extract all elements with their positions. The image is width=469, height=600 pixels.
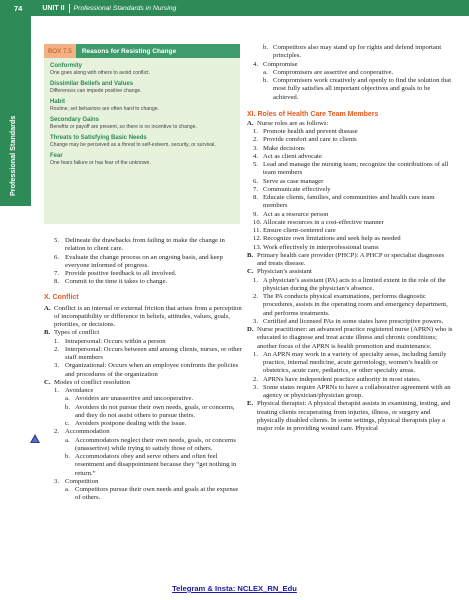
list-item	[44, 395, 242, 403]
item-text: Some states require APRNs to have a collaborative agreement with an agency or physician/physician group.	[263, 383, 451, 399]
item-text: Organizational: Occurs when an employee confronts the policies and procedures of the organization	[65, 362, 239, 378]
item-marker: 1.	[253, 276, 259, 284]
item-marker: 9.	[253, 210, 259, 218]
item-text: The PA conducts physical examinations, performs diagnostic procedures, assists in the operating room and emergency department, and performs treatments.	[263, 293, 448, 317]
item-marker: 3.	[54, 477, 60, 485]
list-item	[247, 384, 453, 401]
box-entry-heading: Dissimilar Beliefs and Values	[50, 81, 134, 87]
list-item	[247, 244, 453, 252]
list-item	[247, 293, 453, 318]
list-item	[44, 338, 242, 346]
list-item	[44, 420, 242, 428]
item-marker: 1.	[54, 387, 60, 394]
alert-triangle-icon	[30, 434, 40, 443]
list-item	[247, 376, 453, 384]
item-text: Act as client advocate	[263, 152, 322, 160]
item-text: Avoiders postpone dealing with the issue.	[75, 420, 187, 427]
list-item	[247, 136, 453, 144]
item-text: Competitors pursue their own needs and goals at the expense of others.	[75, 486, 239, 502]
item-marker: 12.	[253, 235, 262, 243]
item-marker: 1.	[54, 337, 60, 345]
item-text: Intrapersonal: Occurs within a person	[65, 337, 166, 345]
item-text: Primary health care provider (PHCP): A PHCP or specialist diagnoses and treats disease.	[257, 251, 445, 267]
box-entry-desc: Change may be perceived as a threat to self-esteem, security, or survival.	[50, 142, 216, 148]
box-entry-heading: Secondary Gains	[50, 117, 100, 123]
box-entry-desc: Routine, set behaviors are often hard to change.	[50, 106, 160, 112]
box-entry	[50, 98, 235, 113]
list-item	[247, 351, 453, 376]
item-text: Accommodators neglect their own needs, goals, or concerns (unassertive) while trying to satisfy those of others.	[75, 436, 237, 452]
outline-item-A	[44, 305, 242, 330]
right-column	[247, 44, 453, 433]
item-marker: b.	[65, 453, 71, 460]
outline-item-C	[44, 379, 242, 387]
list-item	[247, 235, 453, 243]
box-title: Reasons for Resisting Change	[76, 44, 240, 58]
side-tab	[0, 16, 31, 206]
box-entry	[50, 134, 235, 149]
item-text: Allocate resources in a cost-effective manner	[263, 218, 384, 226]
item-marker: C.	[44, 378, 51, 386]
list-item	[247, 153, 453, 161]
item-marker: 4.	[253, 152, 259, 160]
page-number: 74	[14, 3, 23, 13]
item-text: Delineate the drawbacks from failing to make the change in relation to client care.	[65, 237, 225, 253]
list-item	[44, 453, 242, 478]
outline-item-D	[247, 326, 453, 351]
list-item	[44, 437, 242, 454]
item-text: Nurse roles are as follows:	[257, 119, 329, 127]
item-text: Competitors also may stand up for rights and defend important principles.	[273, 44, 442, 60]
box-entry-desc: One fears failure or has fear of the unknown.	[50, 160, 151, 166]
item-text: Compromise	[263, 60, 298, 68]
item-text: Avoiders do not pursue their own needs, goals, or concerns, and they do not assist others to pursue theirs.	[75, 403, 235, 419]
list-item	[247, 69, 453, 77]
item-text: Work effectively in interprofessional teams	[263, 243, 379, 251]
box-entry-desc: Benefits or payoff are present, so there is no incentive to change.	[50, 124, 197, 130]
item-marker: B.	[247, 251, 254, 259]
box-entry-heading: Threats to Satisfying Basic Needs	[50, 135, 147, 141]
list-item	[44, 362, 242, 379]
list-item	[44, 404, 242, 421]
item-marker: 3.	[253, 317, 259, 325]
list-item	[247, 227, 453, 235]
unit-label: UNIT II	[42, 4, 65, 12]
item-marker: 1.	[253, 350, 259, 358]
list-item	[247, 194, 453, 211]
item-text: Educate clients, families, and communities and health care team members	[263, 194, 435, 210]
list-item	[44, 270, 242, 278]
item-text: Conflict is an internal or external friction that arises from a perception of incompatibility or difference in beliefs, attitudes, values, goals, priorities, or decisions.	[54, 304, 242, 328]
item-marker: 5.	[253, 161, 259, 168]
item-text: Act as a resource person	[263, 210, 329, 218]
item-text: Accommodators obey and serve others and often feel resentment and disappointment because they “get nothing in return.”	[75, 453, 237, 477]
item-marker: 8.	[54, 278, 60, 286]
box-entry	[50, 80, 235, 95]
item-marker: A.	[44, 304, 51, 312]
item-text: APRNs have independent practice authority in most states.	[263, 375, 421, 383]
item-text: Provide positive feedback to all involved.	[65, 270, 177, 277]
item-marker: C.	[247, 268, 254, 276]
list-item	[247, 178, 453, 186]
item-text: Provide comfort and care to clients	[263, 136, 357, 144]
list-item	[247, 128, 453, 136]
list-item	[247, 318, 453, 326]
box-header	[44, 44, 240, 58]
item-marker: 13.	[253, 243, 262, 251]
item-text: Types of conflict	[54, 329, 100, 337]
item-text: Modes of conflict resolution	[54, 378, 130, 386]
list-item	[247, 186, 453, 194]
item-marker: 2.	[253, 293, 259, 300]
item-marker: 3.	[54, 362, 60, 370]
item-marker: 7.	[54, 270, 60, 277]
item-marker: 2.	[54, 345, 60, 353]
list-item	[247, 44, 453, 61]
item-marker: A.	[247, 119, 254, 127]
list-item	[44, 428, 242, 436]
list-item	[44, 237, 242, 254]
item-marker: a.	[65, 486, 70, 493]
item-text: Competition	[65, 477, 99, 485]
item-text: Accommodation	[65, 428, 110, 436]
item-text: Compromisers are assertive and cooperative.	[273, 68, 394, 76]
list-item	[247, 161, 453, 178]
footer-link[interactable]: Telegram & Insta: NCLEX_RN_Edu	[172, 584, 297, 593]
item-marker: 3.	[253, 383, 259, 391]
list-item	[247, 277, 453, 294]
unit-title: Professional Standards in Nursing	[73, 4, 177, 12]
list-item	[247, 219, 453, 227]
item-text: Physician’s assistant	[257, 268, 312, 276]
box-reasons-resisting-change	[44, 44, 240, 224]
item-text: Promote health and prevent disease	[263, 128, 358, 135]
item-text: An APRN may work in a variety of specialty areas, including family practice, internal medicine, acute gerontology, women’s health or obstetrics, acute care, pediatrics, or other specialty areas.	[263, 350, 447, 375]
item-marker: a.	[65, 395, 70, 403]
left-column	[44, 237, 242, 503]
item-marker: 8.	[253, 194, 259, 201]
item-text: Interpersonal: Occurs between and among clients, nurses, or other staff members	[65, 345, 242, 361]
item-marker: 6.	[253, 177, 259, 185]
item-text: Communicate effectively	[263, 185, 331, 193]
side-tab-label: Professional Standards	[8, 115, 17, 196]
list-item	[44, 254, 242, 271]
item-marker: 7.	[253, 185, 259, 193]
list-item	[247, 145, 453, 153]
box-body	[44, 58, 240, 167]
item-text: Evaluate the change process on an ongoing basis, and keep everyone informed of progress.	[65, 253, 223, 269]
item-text: Commit to the time it takes to change.	[65, 278, 168, 286]
header-divider	[69, 4, 70, 13]
list-item	[247, 61, 453, 69]
item-marker: b.	[263, 44, 269, 51]
item-text: Physical therapist: A physical therapist assists in examining, testing, and treating clients recuperating from injuries, illness, or surgery and physically disabled clients. In some settings, physical therapists play a major role in providing wound care. Physical	[257, 400, 451, 432]
item-text: Compromisers work creatively and openly to find the solution that most fully satisfies all important objectives and goals to be achieved.	[273, 77, 452, 101]
section-heading-roles: XI. Roles of Health Care Team Members	[247, 110, 379, 118]
outline-item-B	[44, 329, 242, 337]
list-item	[44, 346, 242, 363]
item-text: Nurse practitioner: an advanced practice registered nurse (APRN) who is educated to diagnose and treat acute illness and chronic conditions; another focus of the APRN is health promotion and maintenance.	[257, 326, 453, 350]
item-marker: a.	[65, 436, 70, 444]
item-marker: 11.	[253, 227, 262, 234]
page-header	[0, 0, 469, 16]
item-marker: 4.	[253, 60, 259, 68]
item-marker: 1.	[253, 128, 259, 135]
list-item	[44, 486, 242, 503]
outline-item-B	[247, 252, 453, 269]
item-marker: D.	[247, 326, 254, 333]
outline-item-A	[247, 120, 453, 128]
box-number: BOX 7.5	[44, 44, 76, 58]
item-text: Make decisions	[263, 144, 305, 152]
item-marker: 2.	[253, 375, 259, 383]
item-text: A physician’s assistant (PA) acts to a limited extent in the role of the physician during the physician’s absence.	[263, 276, 446, 292]
item-marker: b.	[263, 77, 269, 84]
item-text: Avoiders are unassertive and uncooperative.	[75, 395, 194, 403]
box-entry-desc: Differences can impede positive change.	[50, 88, 142, 94]
item-text: Avoidance	[65, 387, 94, 394]
box-entry-desc: One goes along with others to avoid conflict.	[50, 70, 150, 76]
item-text: Lead and manage the nursing team; recognize the contributions of all team members	[263, 161, 449, 177]
box-entry-heading: Habit	[50, 99, 65, 105]
section-heading-conflict: X. Conflict	[44, 293, 79, 301]
item-text: Ensure client-centered care	[263, 227, 336, 234]
item-marker: B.	[44, 329, 51, 337]
list-item	[44, 478, 242, 486]
item-marker: 10.	[253, 218, 262, 226]
item-text: Certified and licensed PAs in some states have prescriptive powers.	[263, 317, 444, 325]
item-marker: c.	[65, 420, 70, 427]
box-entry-heading: Fear	[50, 153, 63, 159]
item-marker: E.	[247, 400, 254, 408]
box-entry-heading: Conformity	[50, 63, 82, 69]
item-marker: 2.	[253, 136, 259, 144]
outline-item-E	[247, 400, 453, 433]
item-marker: 2.	[54, 428, 60, 436]
list-item	[247, 77, 453, 102]
outline-item-C	[247, 268, 453, 276]
box-entry	[50, 116, 235, 131]
list-item	[44, 387, 242, 395]
box-entry	[50, 152, 235, 167]
item-marker: a.	[263, 68, 268, 76]
item-marker: 5.	[54, 237, 60, 244]
item-marker: 6.	[54, 253, 60, 261]
item-marker: 3.	[253, 144, 259, 152]
list-item	[247, 211, 453, 219]
box-entry	[50, 62, 235, 77]
item-text: Serve as case manager	[263, 177, 324, 185]
list-item	[44, 278, 242, 286]
item-marker: b.	[65, 403, 71, 411]
item-text: Recognize own limitations and seek help as needed	[263, 235, 401, 243]
